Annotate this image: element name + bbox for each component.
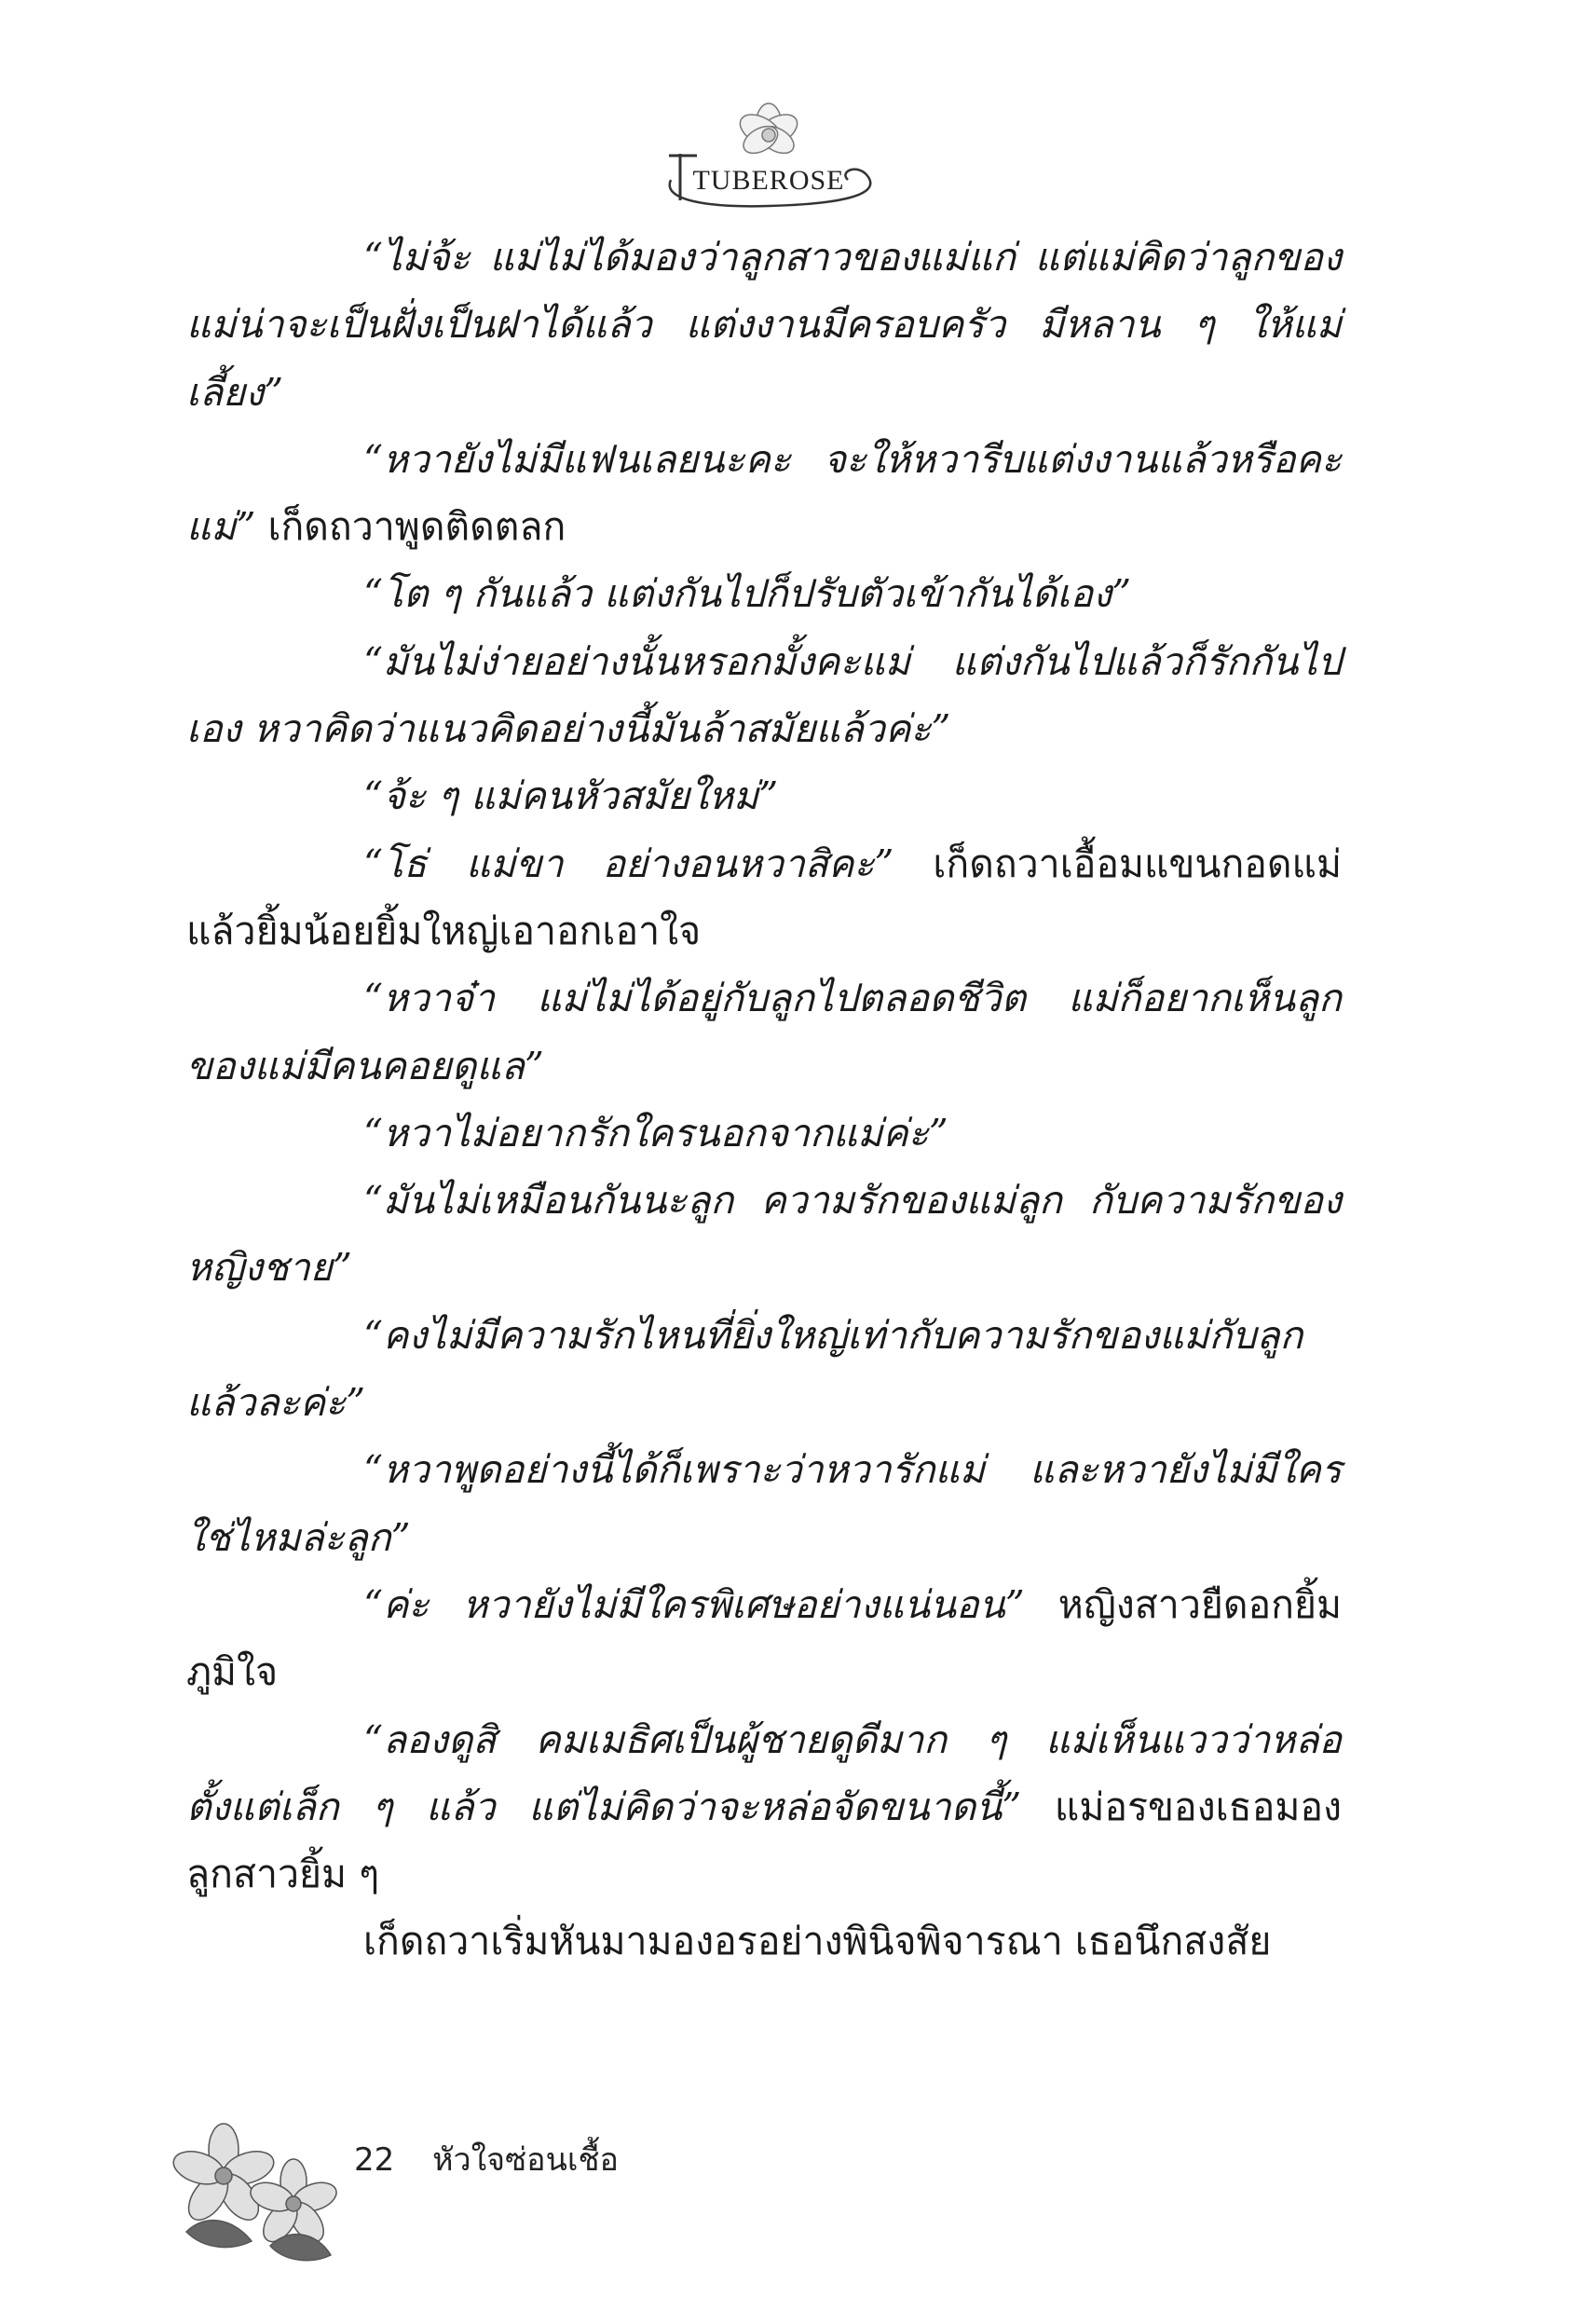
paragraph [186,830,1342,965]
page-footer [354,2134,619,2184]
dialogue: “ลองดูสิ คมเมธิศเป็นผู้ชายดูดีมาก ๆ แม่เห็นแววว่าหล่อตั้งแต่เล็ก ๆ แล้ว แต่ไม่คิดว่าจะหล่อจัดขนาดนี้” [186,1716,1342,1829]
footer-flowers [168,2111,345,2269]
dialogue: “โต ๆ กันแล้ว แต่งกันไปก็ปรับตัวเข้ากันได้เอง” [363,571,1132,617]
paragraph [186,964,1342,1100]
story-text [186,224,1342,1976]
publisher-logo [652,89,885,210]
dialogue: “หวายังไม่มีแฟนเลยนะคะ จะให้หวารีบแต่งงานแล้วหรือคะแม่” [186,436,1342,550]
logo-text: TUBEROSE [692,165,845,196]
dialogue: “มันไม่ง่ายอย่างนั้นหรอกมั้งคะแม่ แต่งกันไปแล้วก็รักกันไปเอง หวาคิดว่าแนวคิดอย่างนี้มันล้าสมัยแล้วค่ะ” [186,638,1342,752]
dialogue: “จ้ะ ๆ แม่คนหัวสมัยใหม่” [363,773,779,819]
paragraph [186,1100,1342,1167]
paragraph [186,426,1342,561]
paragraph [186,1908,1342,1975]
narration: แม่อรของเธอมองลูกสาวยิ้ม ๆ [186,1784,1342,1897]
book-title: หัวใจซ่อนเชื้อ [432,2141,619,2179]
narration: เก็ดถวาเอื้อมแขนกอดแม่ แล้วยิ้มน้อยยิ้มใหญ่เอาอกเอาใจ [186,841,1342,953]
dialogue: “ไม่จ้ะ แม่ไม่ได้มองว่าลูกสาวของแม่แก่ แต่แม่คิดว่าลูกของแม่น่าจะเป็นฝั่งเป็นฝาได้แล้ว แต่งงานมีครอบครัว มีหลาน ๆ ให้แม่เลี้ยง” [186,235,1342,415]
dialogue: “คงไม่มีความรักไหนที่ยิ่งใหญ่เท่ากับความรักของแม่กับลูกแล้วละค่ะ” [186,1312,1303,1426]
narration: เก็ดถวาพูดติดตลก [255,504,566,550]
narration: เก็ดถวาเริ่มหันมามองอรอย่างพินิจพิจารณา เธอนึกสงสัย [363,1919,1272,1964]
paragraph [186,1302,1342,1437]
dialogue: “หวาพูดอย่างนี้ได้ก็เพราะว่าหวารักแม่ และหวายังไม่มีใครใช่ไหมล่ะลูก” [186,1447,1342,1560]
paragraph [186,1706,1342,1908]
dialogue: “ค่ะ หวายังไม่มีใครพิเศษอย่างแน่นอน” [363,1581,1025,1627]
gardenia-flowers-icon [168,2111,345,2269]
dialogue: “โธ่ แม่ขา อย่างอนหวาสิคะ” [363,841,894,886]
paragraph [186,1436,1342,1571]
paragraph [186,1571,1342,1706]
narration: หญิงสาวยืดอกยิ้มภูมิใจ [186,1581,1342,1695]
dialogue: “หวาจ๋า แม่ไม่ได้อยู่กับลูกไปตลอดชีวิต แม่ก็อยากเห็นลูกของแม่มีคนคอยดูแล” [186,976,1342,1088]
dialogue: “มันไม่เหมือนกันนะลูก ความรักของแม่ลูก กับความรักของหญิงชาย” [186,1178,1342,1291]
paragraph [186,560,1342,627]
page-number: 22 [354,2141,395,2179]
dialogue: “หวาไม่อยากรักใครนอกจากแม่ค่ะ” [363,1110,948,1156]
paragraph [186,762,1342,829]
paragraph [186,1167,1342,1302]
paragraph [186,628,1342,763]
paragraph [186,224,1342,426]
